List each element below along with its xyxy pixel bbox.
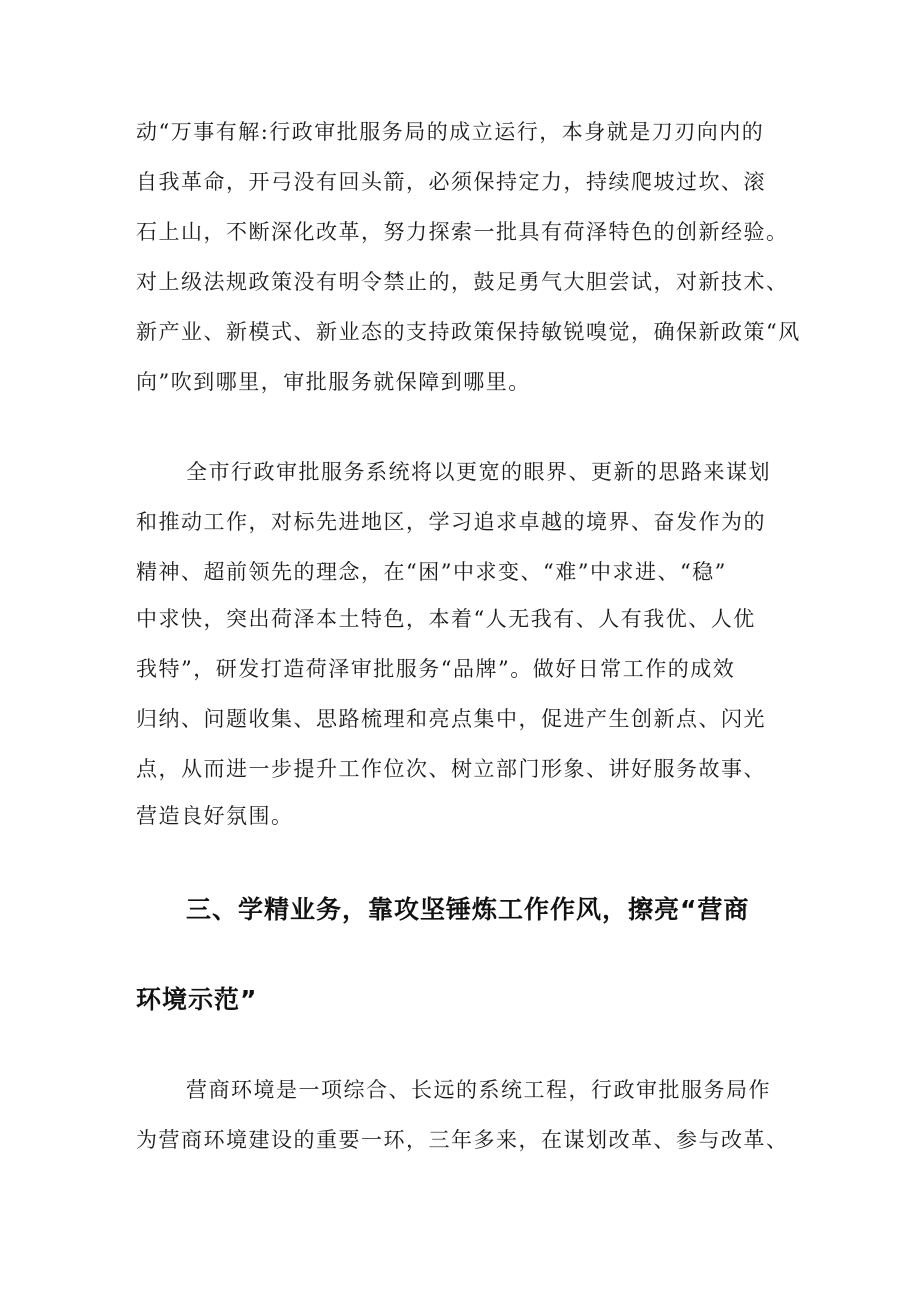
paragraph-line: 归纳、问题收集、思路梳理和亮点集中，促进产生创新点、闪光 bbox=[136, 707, 766, 731]
section-heading-line-1: 三、学精业务，靠攻坚锤炼工作作风，擦亮“营商 bbox=[186, 895, 750, 924]
paragraph-line: 营造良好氛围。 bbox=[136, 804, 294, 828]
paragraph-line: 我特”，研发打造荷泽审批服务“品牌”。做好日常工作的成效 bbox=[136, 657, 736, 681]
paragraph-line: 新产业、新模式、新业态的支持政策保持敏锐嗅觉，确保新政策“风 bbox=[136, 320, 801, 344]
paragraph-line: 动“万事有解:行政审批服务局的成立运行，本身就是刀刃向内的 bbox=[136, 120, 765, 144]
section-heading-line-2: 环境示范” bbox=[136, 985, 258, 1014]
paragraph-line: 中求快，突出荷泽本土特色，本着“人无我有、人有我优、人优 bbox=[136, 607, 756, 631]
paragraph-line: 向”吹到哪里，审批服务就保障到哪里。 bbox=[136, 370, 531, 394]
paragraph-line: 自我革命，开弓没有回头箭，必须保持定力，持续爬坡过坎、滚 bbox=[136, 170, 766, 194]
paragraph-line: 为营商环境建设的重要一环，三年多来，在谋划改革、参与改革、 bbox=[136, 1128, 789, 1152]
paragraph-line: 对上级法规政策没有明令禁止的，鼓足勇气大胆尝试，对新技术、 bbox=[136, 270, 789, 294]
paragraph-line: 精神、超前领先的理念，在“困”中求变、“难”中求进、“稳” bbox=[136, 560, 727, 584]
paragraph-line: 营商环境是一项综合、长远的系统工程，行政审批服务局作 bbox=[186, 1078, 771, 1102]
paragraph-line: 石上山，不断深化改革，努力探索一批具有荷泽特色的创新经验。 bbox=[136, 220, 789, 244]
paragraph-line: 全市行政审批服务系统将以更宽的眼界、更新的思路来谋划 bbox=[186, 460, 771, 484]
paragraph-line: 和推动工作，对标先进地区，学习追求卓越的境界、奋发作为的 bbox=[136, 510, 766, 534]
paragraph-line: 点，从而进一步提升工作位次、树立部门形象、讲好服务故事、 bbox=[136, 757, 766, 781]
